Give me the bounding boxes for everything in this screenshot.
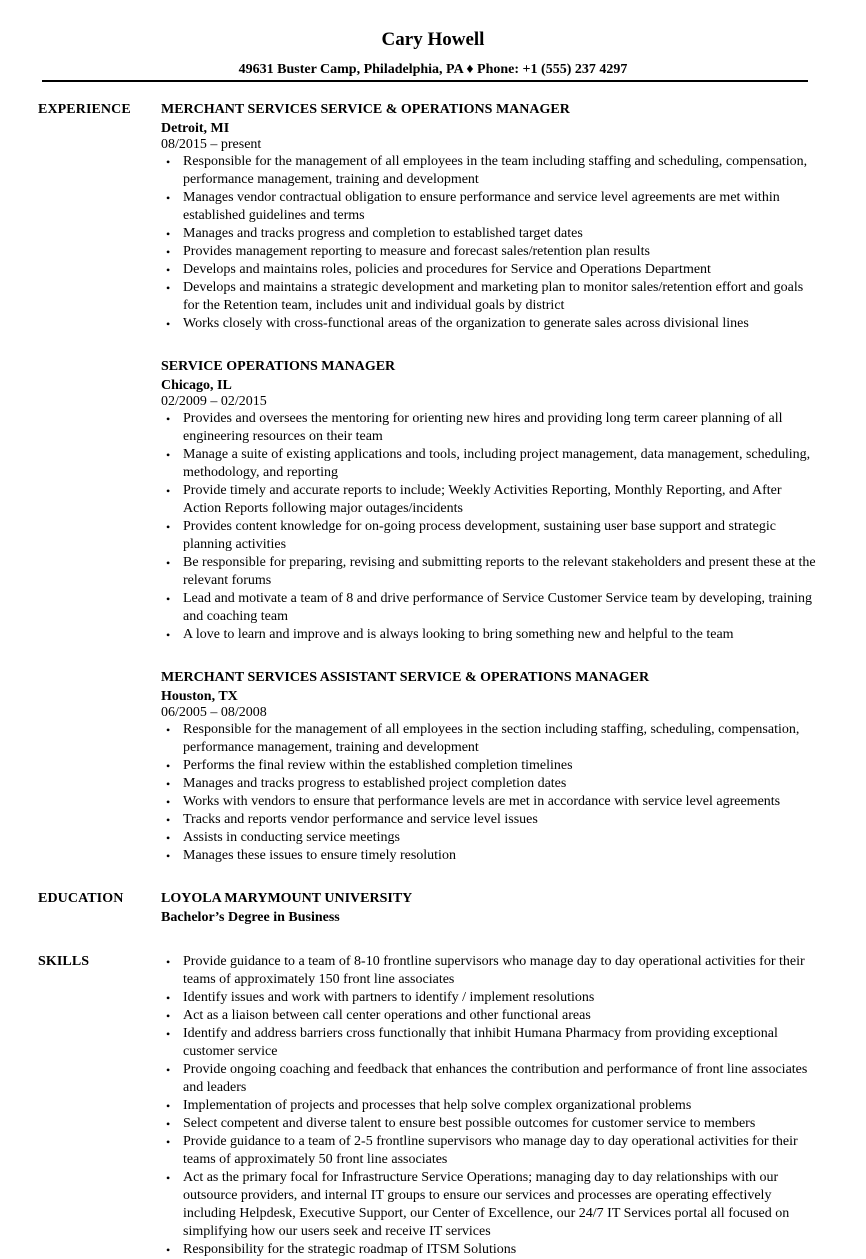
bullet-icon: • bbox=[166, 448, 171, 462]
bullet-icon: • bbox=[166, 484, 171, 498]
job-dates: 06/2005 – 08/2008 bbox=[161, 705, 267, 720]
bullet-text: Be responsible for preparing, revising and submitting reports to the relevant stakeholders and present these at the relevant forums bbox=[183, 555, 816, 588]
section-label-education: EDUCATION bbox=[38, 891, 124, 906]
job-bullet-list bbox=[161, 410, 821, 644]
bullet-icon: • bbox=[166, 1171, 171, 1185]
bullet-text: Manage a suite of existing applications and tools, including project management, data management, scheduling, methodology, and reporting bbox=[183, 447, 811, 480]
bullet-text: Develops and maintains a strategic development and marketing plan to monitor sales/retention effort and goals for the Retention team, includes unit and individual goals by district bbox=[183, 280, 804, 313]
list-item bbox=[161, 1007, 821, 1025]
job-entry bbox=[161, 357, 821, 644]
bullet-icon: • bbox=[166, 723, 171, 737]
job-location: Chicago, IL bbox=[161, 378, 232, 393]
bullet-text: Provides and oversees the mentoring for orienting new hires and providing long term career planning of all engineering resources on their team bbox=[183, 411, 783, 444]
bullet-text: Provide ongoing coaching and feedback that enhances the contribution and performance of front line associates and leaders bbox=[183, 1062, 808, 1095]
list-item bbox=[161, 482, 821, 518]
bullet-icon: • bbox=[166, 281, 171, 295]
experience-section bbox=[0, 100, 866, 865]
bullet-icon: • bbox=[166, 520, 171, 534]
job-location: Houston, TX bbox=[161, 689, 238, 704]
bullet-text: Works closely with cross-functional areas of the organization to generate sales across divisional lines bbox=[183, 316, 749, 331]
bullet-text: Works with vendors to ensure that performance levels are met in accordance with service level agreements bbox=[183, 794, 781, 809]
bullet-text: Responsibility for the strategic roadmap of ITSM Solutions bbox=[183, 1242, 517, 1257]
list-item bbox=[161, 261, 821, 279]
bullet-text: Provide guidance to a team of 8-10 frontline supervisors who manage day to day operational activities for their teams of approximately 150 front line associates bbox=[183, 954, 805, 987]
bullet-icon: • bbox=[166, 1135, 171, 1149]
bullet-text: Provide guidance to a team of 2-5 frontline supervisors who manage day to day operational activities for their teams of approximately 50 front line associates bbox=[183, 1134, 798, 1167]
resume-content bbox=[0, 100, 866, 1259]
candidate-name: Cary Howell bbox=[381, 29, 485, 50]
list-item bbox=[161, 554, 821, 590]
bullet-icon: • bbox=[166, 1117, 171, 1131]
list-item bbox=[161, 315, 821, 333]
bullet-text: Develops and maintains roles, policies and procedures for Service and Operations Department bbox=[183, 262, 711, 277]
bullet-icon: • bbox=[166, 849, 171, 863]
list-item bbox=[161, 189, 821, 225]
bullet-icon: • bbox=[166, 245, 171, 259]
list-item bbox=[161, 793, 821, 811]
list-item bbox=[161, 410, 821, 446]
section-label-skills: SKILLS bbox=[38, 954, 90, 969]
bullet-icon: • bbox=[166, 1243, 171, 1257]
job-title: SERVICE OPERATIONS MANAGER bbox=[161, 359, 396, 374]
bullet-text: Responsible for the management of all employees in the section including staffing, scheduling, compensation, performance management, training and development bbox=[183, 722, 800, 755]
list-item bbox=[161, 1241, 821, 1259]
bullet-icon: • bbox=[166, 795, 171, 809]
bullet-text: Manages vendor contractual obligation to ensure performance and service level agreements are met within established guidelines and terms bbox=[183, 190, 780, 223]
bullet-text: Provide timely and accurate reports to include; Weekly Activities Reporting, Monthly Reporting, and After Action Reports following major outages/incidents bbox=[183, 483, 782, 516]
job-entry bbox=[161, 100, 821, 333]
job-dates: 02/2009 – 02/2015 bbox=[161, 394, 267, 409]
bullet-icon: • bbox=[166, 831, 171, 845]
bullet-text: Act as a liaison between call center operations and other functional areas bbox=[183, 1008, 591, 1023]
list-item bbox=[161, 847, 821, 865]
list-item bbox=[161, 243, 821, 261]
list-item bbox=[161, 1169, 821, 1241]
job-title: MERCHANT SERVICES ASSISTANT SERVICE & OPERATIONS MANAGER bbox=[161, 670, 650, 685]
bullet-icon: • bbox=[166, 191, 171, 205]
list-item bbox=[161, 953, 821, 989]
list-item bbox=[161, 1133, 821, 1169]
contact-line: 49631 Buster Camp, Philadelphia, PA ♦ Phone: +1 (555) 237 4297 bbox=[238, 62, 628, 77]
resume-header bbox=[0, 28, 866, 79]
list-item bbox=[161, 518, 821, 554]
list-item bbox=[161, 811, 821, 829]
bullet-icon: • bbox=[166, 759, 171, 773]
bullet-text: Responsible for the management of all employees in the team including staffing and scheduling, compensation, performance management, training and development bbox=[183, 154, 808, 187]
bullet-text: Provides content knowledge for on-going process development, sustaining user base support and strategic planning activities bbox=[183, 519, 776, 552]
education-section bbox=[0, 889, 866, 927]
list-item bbox=[161, 721, 821, 757]
list-item bbox=[161, 279, 821, 315]
list-item bbox=[161, 153, 821, 189]
experience-body bbox=[161, 100, 821, 865]
job-location: Detroit, MI bbox=[161, 121, 230, 136]
bullet-text: Manages and tracks progress to established project completion dates bbox=[183, 776, 567, 791]
list-item bbox=[161, 446, 821, 482]
degree-name: Bachelor’s Degree in Business bbox=[161, 910, 340, 925]
job-bullet-list bbox=[161, 153, 821, 333]
bullet-text: Performs the final review within the established completion timelines bbox=[183, 758, 573, 773]
list-item bbox=[161, 1061, 821, 1097]
list-item bbox=[161, 626, 821, 644]
bullet-icon: • bbox=[166, 991, 171, 1005]
bullet-text: Identify issues and work with partners to identify / implement resolutions bbox=[183, 990, 595, 1005]
bullet-text: Lead and motivate a team of 8 and drive performance of Service Customer Service team by developing, training and coaching team bbox=[183, 591, 812, 624]
bullet-icon: • bbox=[166, 317, 171, 331]
bullet-text: Act as the primary focal for Infrastructure Service Operations; managing day to day relationships with our outsource providers, and internal IT groups to ensure our services and processes are operating effectively including Helpdesk, Executive Support, our Center of Excellence, our 24/7 IT Services portal all focused on simplifying how our users seek and receive IT services bbox=[183, 1170, 790, 1239]
bullet-text: Select competent and diverse talent to ensure best possible outcomes for customer service to members bbox=[183, 1116, 756, 1131]
list-item bbox=[161, 225, 821, 243]
section-label-experience: EXPERIENCE bbox=[38, 102, 131, 117]
bullet-text: Implementation of projects and processes that help solve complex organizational problems bbox=[183, 1098, 692, 1113]
list-item bbox=[161, 829, 821, 847]
bullet-text: Tracks and reports vendor performance and service level issues bbox=[183, 812, 538, 827]
bullet-icon: • bbox=[166, 1099, 171, 1113]
list-item bbox=[161, 775, 821, 793]
bullet-icon: • bbox=[166, 1009, 171, 1023]
bullet-icon: • bbox=[166, 227, 171, 241]
list-item bbox=[161, 1025, 821, 1061]
bullet-text: Identify and address barriers cross functionally that inhibit Humana Pharmacy from providing exceptional customer service bbox=[183, 1026, 778, 1059]
list-item bbox=[161, 989, 821, 1007]
list-item bbox=[161, 590, 821, 626]
bullet-text: Manages and tracks progress and completion to established target dates bbox=[183, 226, 583, 241]
bullet-icon: • bbox=[166, 1063, 171, 1077]
bullet-icon: • bbox=[166, 813, 171, 827]
skills-section bbox=[0, 952, 866, 1259]
skills-body bbox=[161, 952, 821, 1259]
bullet-icon: • bbox=[166, 1027, 171, 1041]
bullet-icon: • bbox=[166, 155, 171, 169]
list-item bbox=[161, 1115, 821, 1133]
job-title: MERCHANT SERVICES SERVICE & OPERATIONS MANAGER bbox=[161, 102, 570, 117]
bullet-text: Manages these issues to ensure timely resolution bbox=[183, 848, 456, 863]
bullet-icon: • bbox=[166, 412, 171, 426]
bullet-icon: • bbox=[166, 777, 171, 791]
job-entry bbox=[161, 668, 821, 865]
list-item bbox=[161, 757, 821, 775]
education-body bbox=[161, 889, 821, 927]
bullet-icon: • bbox=[166, 556, 171, 570]
skills-bullet-list bbox=[161, 953, 821, 1259]
bullet-icon: • bbox=[166, 263, 171, 277]
bullet-text: A love to learn and improve and is always looking to bring something new and helpful to the team bbox=[183, 627, 734, 642]
bullet-icon: • bbox=[166, 592, 171, 606]
bullet-icon: • bbox=[166, 955, 171, 969]
bullet-text: Provides management reporting to measure and forecast sales/retention plan results bbox=[183, 244, 650, 259]
job-dates: 08/2015 – present bbox=[161, 137, 262, 152]
header-divider bbox=[42, 80, 808, 82]
school-name: LOYOLA MARYMOUNT UNIVERSITY bbox=[161, 891, 413, 906]
job-bullet-list bbox=[161, 721, 821, 865]
bullet-icon: • bbox=[166, 628, 171, 642]
list-item bbox=[161, 1097, 821, 1115]
bullet-text: Assists in conducting service meetings bbox=[183, 830, 400, 845]
